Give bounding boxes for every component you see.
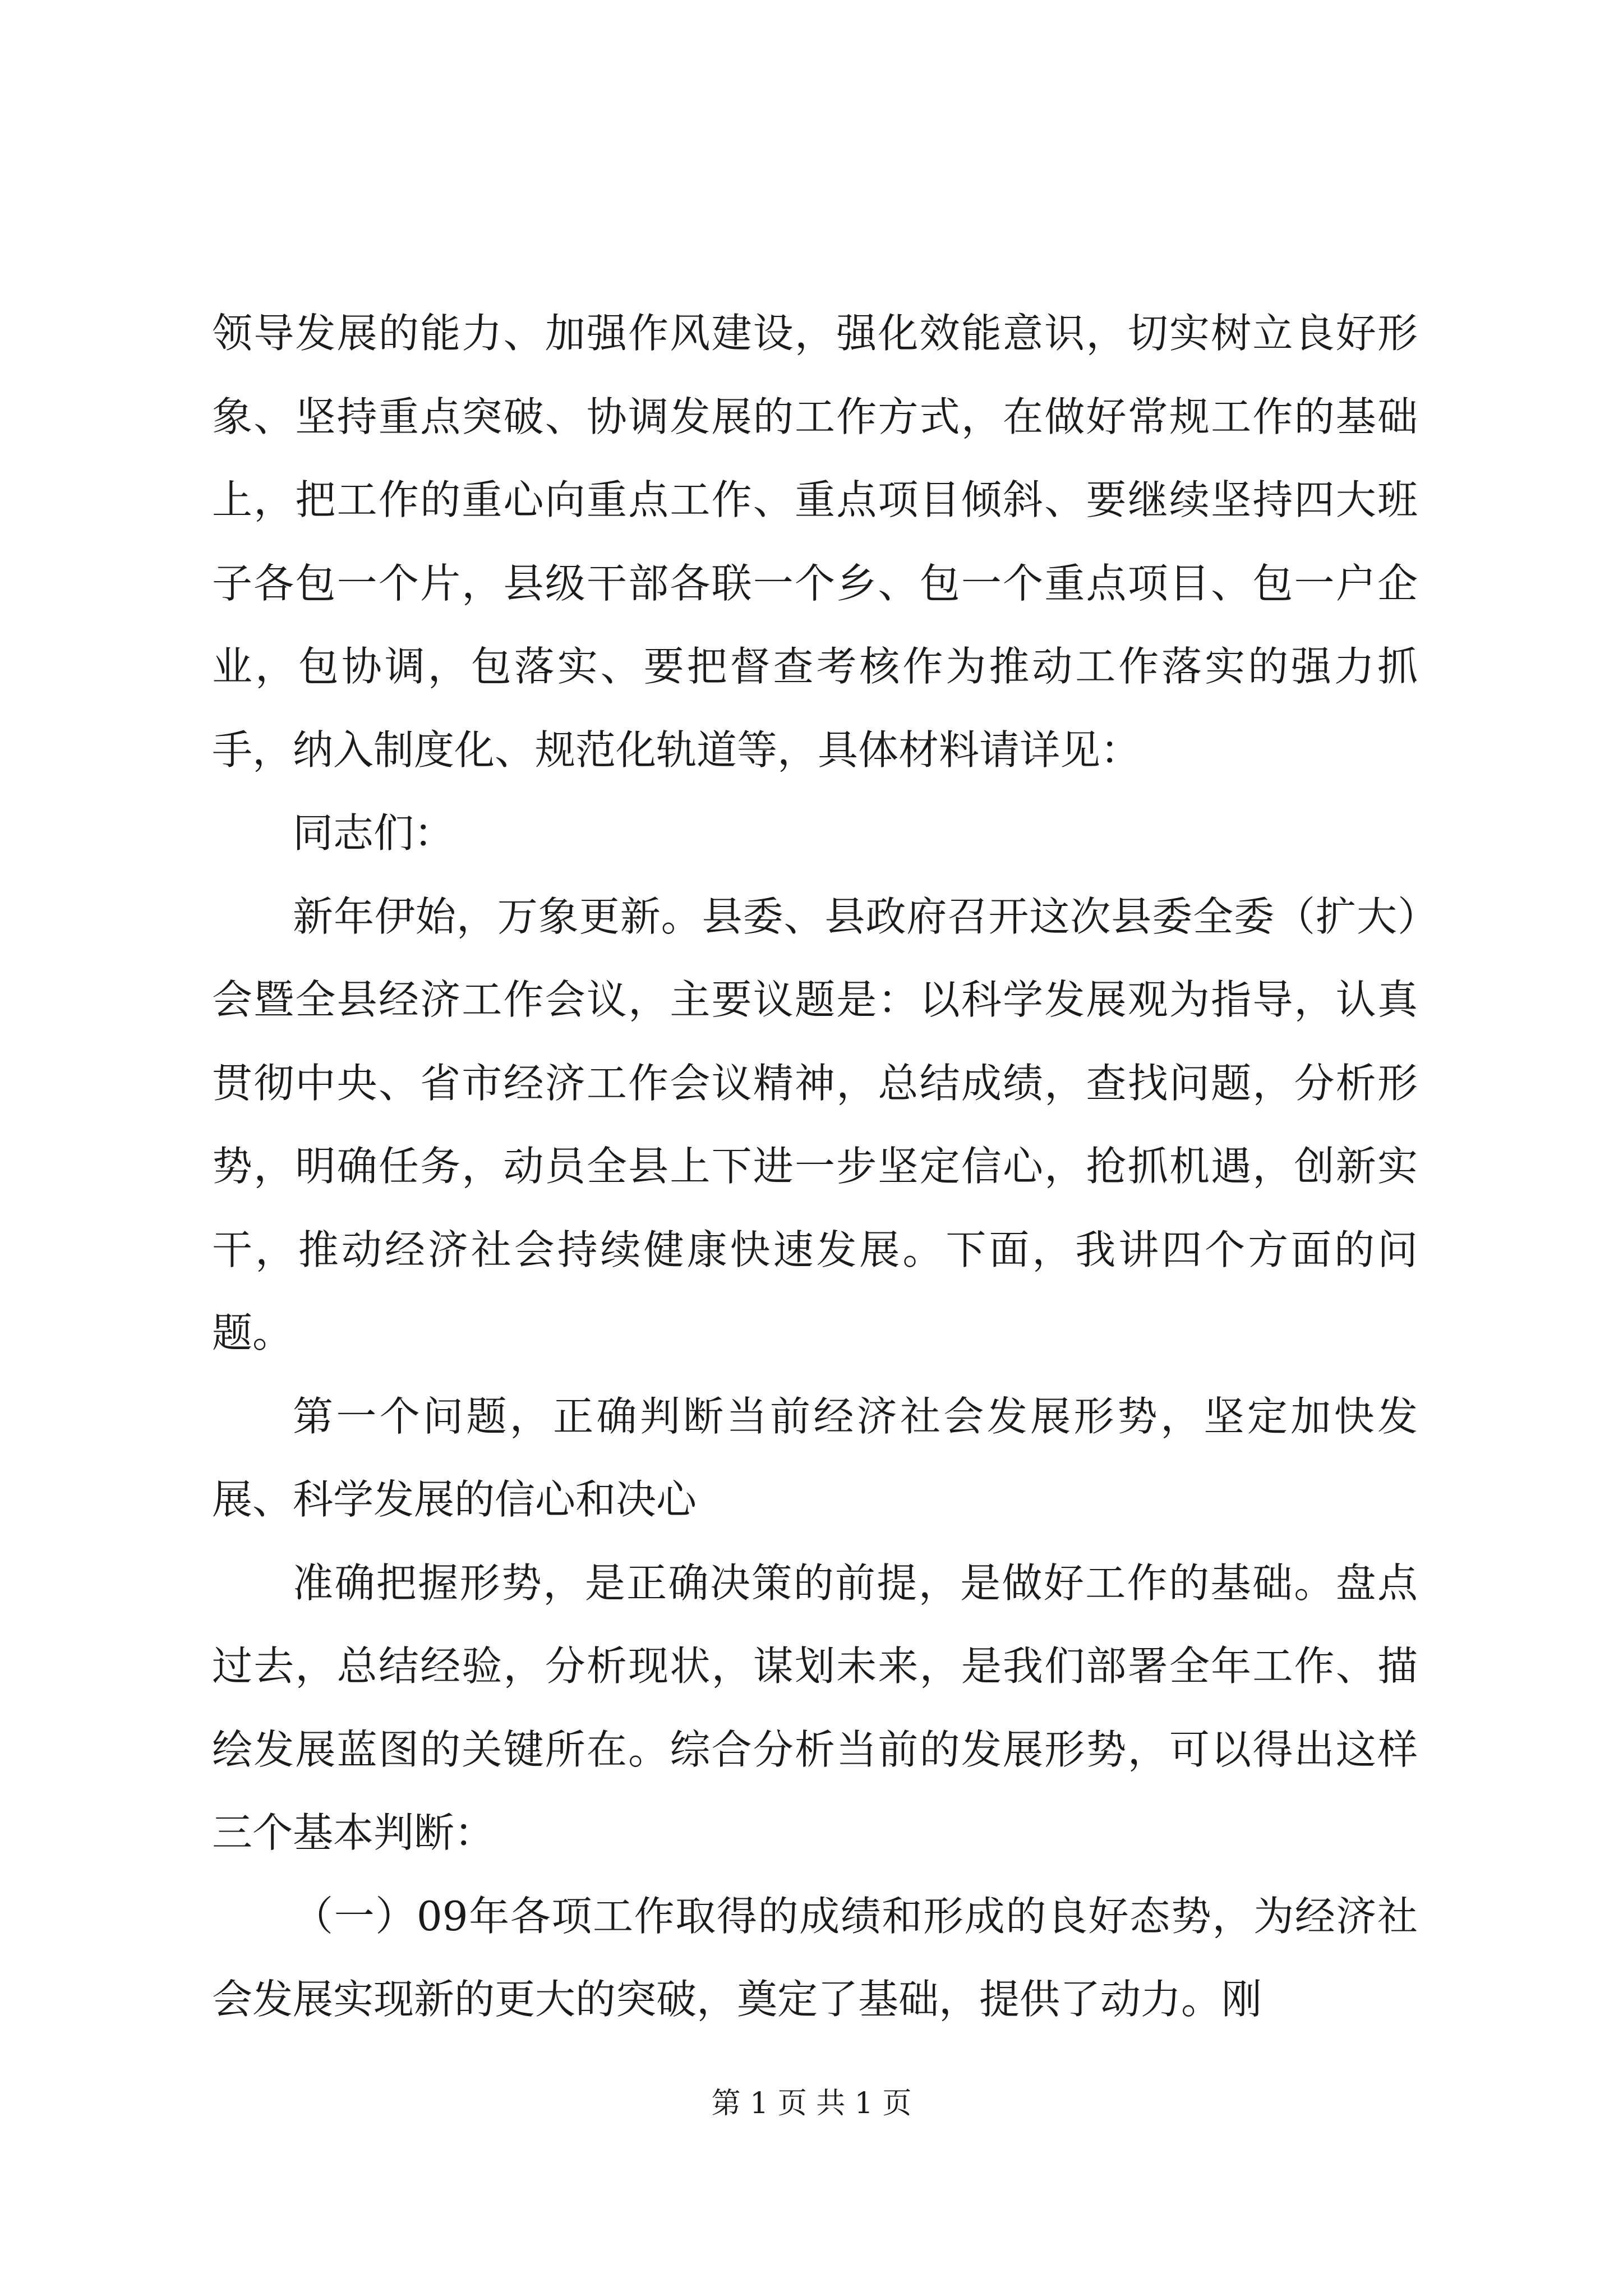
document-body [212, 292, 1418, 2041]
paragraph-2: 同志们： [293, 809, 455, 857]
paragraph-4: 第一个问题，正确判断当前经济社会发展形势，坚定加快发展、科学发展的信心和决心 [212, 1392, 1418, 1523]
paragraph-5: 准确把握形势，是正确决策的前提，是做好工作的基础。盘点过去，总结经验，分析现状，谋划未来，是我们部署全年工作、描绘发展蓝图的关键所在。综合分析当前的发展形势，可以得出这样三个基本判断： [212, 1559, 1418, 1856]
paragraph-3: 新年伊始，万象更新。县委、县政府召开这次县委全委（扩大）会暨全县经济工作会议，主要议题是：以科学发展观为指导，认真贯彻中央、省市经济工作会议精神，总结成绩，查找问题，分析形势，明确任务，动员全县上下进一步坚定信心，抢抓机遇，创新实干，推动经济社会持续健康快速发展。下面，我讲四个方面的问题。 [212, 892, 1418, 1356]
paragraph-1: 领导发展的能力、加强作风建设，强化效能意识，切实树立良好形象、坚持重点突破、协调发展的工作方式，在做好常规工作的基础上，把工作的重心向重点工作、重点项目倾斜、要继续坚持四大班子各包一个片，县级干部各联一个乡、包一个重点项目、包一户企业，包协调，包落实、要把督查考核作为推动工作落实的强力抓手，纳入制度化、规范化轨道等，具体材料请详见： [212, 310, 1418, 774]
paragraph-6: （一）09年各项工作取得的成绩和形成的良好态势，为经济社会发展实现新的更大的突破，奠定了基础，提供了动力。刚 [212, 1892, 1418, 2023]
page-footer: 第 1 页 共 1 页 [711, 2087, 912, 2120]
